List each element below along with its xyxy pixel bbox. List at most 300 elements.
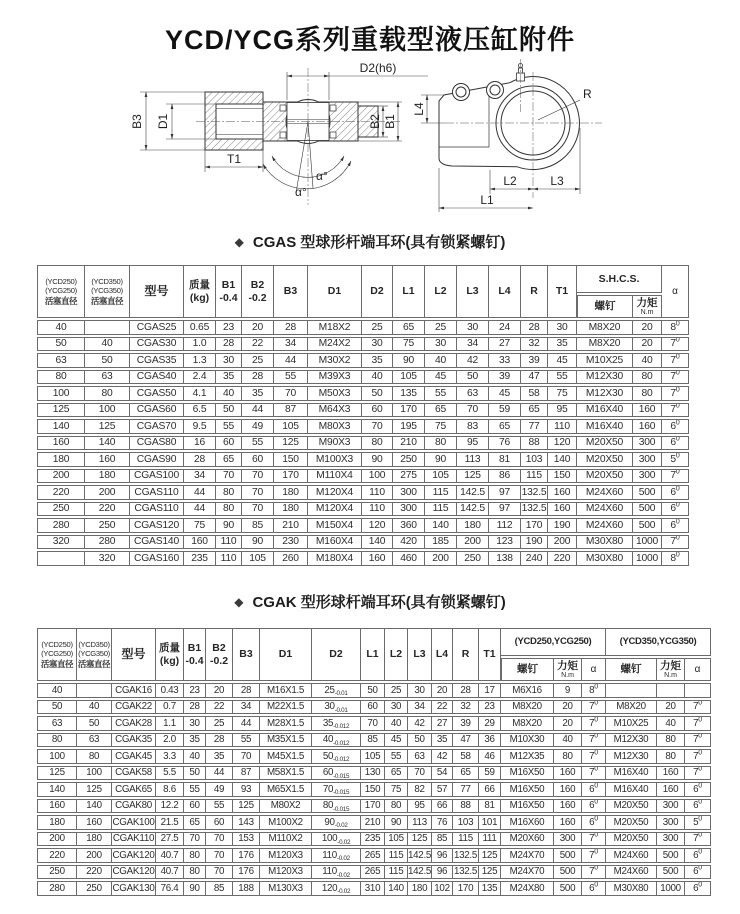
table-cell: 28 <box>184 700 206 715</box>
table-cell: 24 <box>489 320 521 335</box>
table-cell: 34 <box>457 337 489 352</box>
table-row <box>37 733 711 748</box>
table-row <box>37 403 689 418</box>
table-row <box>37 881 711 896</box>
table-cell: 30 <box>408 683 432 698</box>
table-row <box>37 782 711 797</box>
table-cell: 160 <box>633 403 662 418</box>
table-cell <box>85 320 130 335</box>
header-cell: 螺钉 <box>606 658 657 681</box>
table-cell: 75 <box>385 782 408 797</box>
table-cell: 105 <box>393 370 425 385</box>
table-cell: 0.43 <box>156 683 184 698</box>
table-cell: 188 <box>233 881 260 896</box>
table-row <box>37 502 689 517</box>
table-cell: 97 <box>489 485 521 500</box>
table-row <box>37 848 711 863</box>
table-cell: 170 <box>361 799 385 814</box>
table-cell: 123 <box>489 535 521 550</box>
header-cell: L4 <box>489 265 521 318</box>
section-heading-cgas <box>0 231 740 252</box>
table-cell: CGAK120 <box>112 849 155 861</box>
table-cell: 44 <box>184 485 216 500</box>
table-cell: 113 <box>457 452 489 467</box>
table-cell: 160 <box>77 815 112 830</box>
table-cell: 103 <box>521 452 548 467</box>
table-cell: 80 <box>37 733 77 748</box>
table-cell: 70 <box>206 865 233 880</box>
table-cell: 35 <box>184 733 206 748</box>
table-cell: 55 <box>216 419 242 434</box>
table-cell: 200 <box>77 848 112 863</box>
table-cell: 55 <box>184 782 206 797</box>
table-cell: 1000 <box>633 551 662 566</box>
table-cell: 40 <box>216 386 242 401</box>
table-cell: 100 <box>85 403 130 418</box>
table-cell: 132.5 <box>453 866 478 878</box>
table-cell: 220 <box>37 485 85 500</box>
table-cell: 135 <box>479 881 501 896</box>
table-cell: 176 <box>233 865 260 880</box>
table-cell: M24X60 <box>606 848 657 863</box>
table-cell: 220 <box>77 865 112 880</box>
table-cell: $6^0$ <box>685 782 711 797</box>
table-cell: 35 <box>432 733 453 748</box>
table-cell: 500 <box>633 502 662 517</box>
table-cell: 30 <box>548 320 577 335</box>
table-cell: 235 <box>184 551 216 566</box>
table-cell: 265 <box>361 865 385 880</box>
table-cell: 21.5 <box>156 815 184 830</box>
table-cell: 35 <box>548 337 577 352</box>
table-cell: 55 <box>206 799 233 814</box>
table-cell: 70 <box>274 386 308 401</box>
header-cell: 力矩 N.m <box>554 658 582 681</box>
table-cell: 28 <box>521 320 548 335</box>
table-cell: 81 <box>479 799 501 814</box>
table-cell: M24X80 <box>501 881 554 896</box>
header-cell: B3 <box>233 628 260 681</box>
table-cell: 180 <box>274 485 308 500</box>
table-cell: $7^0$ <box>582 766 606 781</box>
header-cell: R <box>521 265 548 318</box>
table-cell: M10X25 <box>577 353 633 368</box>
table-cell: CGAK58 <box>112 766 156 781</box>
table-cell: 180 <box>85 469 130 484</box>
table-cell: 28 <box>206 733 233 748</box>
table-cell: $6^0$ <box>685 865 711 880</box>
table-cell: CGAS160 <box>130 551 184 566</box>
table-row <box>37 716 711 731</box>
table-cell: 105 <box>361 749 385 764</box>
table-cell: 28 <box>184 452 216 467</box>
table-cell: 2.0 <box>156 733 184 748</box>
table-cell: $6^0$ <box>685 848 711 863</box>
table-cell: 200 <box>37 469 85 484</box>
table-cell: 115 <box>425 485 457 500</box>
table-cell: CGAK22 <box>112 700 156 715</box>
table-cell: 39 <box>489 370 521 385</box>
table-cell: 500 <box>554 865 582 880</box>
diamond-bullet-icon: ◆ <box>234 234 244 249</box>
table-cell: 30 <box>216 353 242 368</box>
table-cell: 200 <box>457 535 489 550</box>
table-cell: 9.5 <box>184 419 216 434</box>
table-cell: 300 <box>393 485 425 500</box>
table-cell: 142.5 <box>457 502 489 517</box>
table-cell: CGAS140 <box>130 535 184 550</box>
table-cell: $35_{-0.012}$ <box>312 716 361 731</box>
table-cell: 3.3 <box>156 749 184 764</box>
table-cell: 23 <box>184 683 206 698</box>
dim-label-l4: L4 <box>412 102 426 116</box>
table-cell: 132.5 <box>521 486 547 498</box>
table-cell: 49 <box>242 419 274 434</box>
table-cell: M16X50 <box>501 766 554 781</box>
table-row <box>37 386 689 401</box>
table-cell: 460 <box>393 551 425 566</box>
dim-label-d1: D1 <box>156 113 170 130</box>
table-cell: 300 <box>393 502 425 517</box>
table-cell: 28 <box>242 370 274 385</box>
header-cell: (YCD250) (YCG250) 活塞直径 <box>37 265 85 318</box>
table-cell: M160X4 <box>308 535 362 550</box>
table-cell: 75 <box>425 419 457 434</box>
table-cell: 80 <box>633 370 662 385</box>
table-cell: 22 <box>206 700 233 715</box>
table-cell: 160 <box>633 419 662 434</box>
table-cell: 20 <box>432 683 453 698</box>
table-cell: 125 <box>233 799 260 814</box>
table-cell: 102 <box>432 881 453 896</box>
table-cell: 50 <box>362 386 393 401</box>
table-cell: 0.65 <box>184 320 216 335</box>
table-cell: 170 <box>274 469 308 484</box>
table-cell: 180 <box>37 452 85 467</box>
table-cell: M18X2 <box>308 320 362 335</box>
table-cell: 300 <box>633 452 662 467</box>
table-cell: 70 <box>206 848 233 863</box>
table-cell: 65 <box>521 403 548 418</box>
table-cell: 70 <box>206 832 233 847</box>
table-cell: 86 <box>489 469 521 484</box>
table-cell: 103 <box>453 815 479 830</box>
table-cell: CGAS120 <box>130 518 184 533</box>
table-cell: 250 <box>457 551 489 566</box>
table-cell: 96 <box>432 865 453 880</box>
table-cell: 63 <box>77 733 112 748</box>
table-cell: $7^0$ <box>685 832 711 847</box>
table-cell: $25_{-0.01}$ <box>312 683 361 698</box>
table-cell: 97 <box>489 502 521 517</box>
table-cell: 82 <box>408 782 432 797</box>
table-cell: 300 <box>554 832 582 847</box>
table-cell: CGAK100 <box>112 816 155 828</box>
table-cell: 44 <box>206 766 233 781</box>
table-cell: 140 <box>548 452 577 467</box>
table-cell: 111 <box>479 832 501 847</box>
header-cell: α <box>582 658 606 681</box>
table-cell: 20 <box>206 683 233 698</box>
table-cell: 77 <box>453 782 479 797</box>
table-cell: 142.5 <box>408 849 432 861</box>
table-cell: 34 <box>408 700 432 715</box>
table-cell: 55 <box>233 733 260 748</box>
table-cell: 34 <box>184 469 216 484</box>
table-cell: 44 <box>242 403 274 418</box>
table-cell: 160 <box>554 815 582 830</box>
table-cell: 235 <box>361 832 385 847</box>
header-cell: D2 <box>362 265 393 318</box>
header-cell: α <box>662 265 689 318</box>
cgas-side-view-drawing <box>439 59 602 198</box>
table-cell: 170 <box>393 403 425 418</box>
table-cell: 40 <box>77 700 112 715</box>
table-cell: $6^0$ <box>582 799 606 814</box>
table-cell: 120 <box>362 518 393 533</box>
table-cell: CGAS30 <box>130 337 184 352</box>
table-cell: 45 <box>489 386 521 401</box>
table-cell: 42 <box>408 716 432 731</box>
table-cell: 120 <box>548 436 577 451</box>
table-cell: 60 <box>184 799 206 814</box>
table-cell: 112 <box>489 518 521 533</box>
table-cell: 44 <box>233 716 260 731</box>
dim-label-l1: L1 <box>480 193 494 207</box>
table-cell: M24X2 <box>308 337 362 352</box>
table-row <box>37 419 689 434</box>
table-cell: 80 <box>425 436 457 451</box>
header-cell: L2 <box>425 265 457 318</box>
table-cell <box>37 551 85 566</box>
table-cell: $7^0$ <box>685 716 711 731</box>
table-row <box>37 799 711 814</box>
table-cell: 76 <box>432 815 453 830</box>
header-row <box>37 628 711 656</box>
table-cell: 70 <box>242 485 274 500</box>
table-cell: 185 <box>425 535 457 550</box>
header-cell: R <box>453 628 479 681</box>
table-cell: 63 <box>85 370 130 385</box>
table-cell: 200 <box>85 485 130 500</box>
header-cell: (YCD350,YCG350) <box>606 628 711 656</box>
header-cell: L2 <box>385 628 408 681</box>
section-heading-cgak-text: CGAK 型形球杆端耳环(具有锁紧螺钉) <box>252 594 506 611</box>
table-cell: 40.7 <box>156 848 184 863</box>
table-cell: 60 <box>216 436 242 451</box>
table-cell: CGAK45 <box>112 749 156 764</box>
table-cell: $6^0$ <box>685 799 711 814</box>
table-cell: 80 <box>85 386 130 401</box>
table-cell: $5^0$ <box>685 815 711 830</box>
header-cell: L1 <box>361 628 385 681</box>
table-cell: M10X30 <box>501 733 554 748</box>
table-cell: 95 <box>548 403 577 418</box>
table-cell: M120X3 <box>260 848 312 863</box>
table-cell: 25 <box>362 320 393 335</box>
table-cell: $7^0$ <box>582 865 606 880</box>
table-cell: 160 <box>362 551 393 566</box>
table-cell: 40 <box>37 320 85 335</box>
table-cell: $6^0$ <box>582 881 606 896</box>
table-cell: $7^0$ <box>582 700 606 715</box>
table-cell: $40_{-0.012}$ <box>312 733 361 748</box>
table-cell: M58X1.5 <box>260 766 312 781</box>
table-cell: 70 <box>216 469 242 484</box>
table-row <box>37 683 711 698</box>
table-cell: 160 <box>37 436 85 451</box>
table-cell: 30 <box>184 716 206 731</box>
table-cell: 90 <box>216 518 242 533</box>
table-cell: 125 <box>37 766 77 781</box>
table-cell: 5.5 <box>156 766 184 781</box>
table-cell: $110_{-0.02}$ <box>312 865 361 880</box>
table-cell: 20 <box>242 320 274 335</box>
table-cell: M100X2 <box>260 815 312 830</box>
header-cell: D1 <box>260 628 312 681</box>
table-cell: 65 <box>489 419 521 434</box>
table-cell: 63 <box>37 353 85 368</box>
table-cell: 70 <box>242 502 274 517</box>
header-cell: B1 -0.4 <box>184 628 206 681</box>
header-cell: B2 -0.2 <box>206 628 233 681</box>
table-cell: 36 <box>479 733 501 748</box>
table-cell: M150X4 <box>308 518 362 533</box>
table-cell: M20X50 <box>577 452 633 467</box>
table-cell: CGAS80 <box>130 436 184 451</box>
table-cell: 500 <box>657 865 685 880</box>
table-cell: 85 <box>242 518 274 533</box>
table-cell: 125 <box>408 832 432 847</box>
table-cell: 1.3 <box>184 353 216 368</box>
section-heading-cgas-text: CGAS 型球形杆端耳环(具有锁紧螺钉) <box>252 234 506 251</box>
table-cell: 44 <box>184 502 216 517</box>
table-cell: 40 <box>385 716 408 731</box>
table-cell: 85 <box>361 733 385 748</box>
table-cell: 176 <box>233 848 260 863</box>
table-cell: M12X30 <box>577 370 633 385</box>
table-cell: 40 <box>362 370 393 385</box>
table-cell: 28 <box>216 337 242 352</box>
table-cell: 140 <box>425 518 457 533</box>
table-cell: 50 <box>37 337 85 352</box>
table-cell: 125 <box>457 469 489 484</box>
table-cell: 140 <box>85 436 130 451</box>
table-cell: 77 <box>521 419 548 434</box>
table-cell: 500 <box>554 848 582 863</box>
table-cell: 30 <box>362 337 393 352</box>
table-cell: 113 <box>408 815 432 830</box>
table-cell: 58 <box>453 749 479 764</box>
table-cell: M12X30 <box>606 733 657 748</box>
dim-label-alpha-inner: α° <box>316 169 328 183</box>
header-cell: D2 <box>312 628 361 681</box>
header-cell: 螺钉 <box>501 658 554 681</box>
diamond-bullet-icon: ◆ <box>234 594 244 609</box>
header-cell: S.H.C.S. <box>577 265 662 293</box>
table-cell: 25 <box>206 716 233 731</box>
table-cell: 40 <box>633 353 662 368</box>
table-cell: 110 <box>362 502 393 517</box>
table-cell: CGAS110 <box>130 485 184 500</box>
table-cell: 160 <box>554 782 582 797</box>
table-cell: $7^0$ <box>582 749 606 764</box>
table-cell: 138 <box>489 551 521 566</box>
table-cell: M80X2 <box>260 799 312 814</box>
table-cell: 17 <box>479 683 501 698</box>
table-cell: 2.4 <box>184 370 216 385</box>
table-cell: 50 <box>457 370 489 385</box>
table-row <box>37 535 689 550</box>
header-cell: B3 <box>274 265 308 318</box>
table-cell: 300 <box>657 832 685 847</box>
table-cell: 30 <box>385 700 408 715</box>
header-cell: (YCD250,YCG250) <box>501 628 606 656</box>
table-cell: 160 <box>554 766 582 781</box>
table-cell: 150 <box>548 469 577 484</box>
table-cell: CGAS40 <box>130 370 184 385</box>
table-cell: M24X70 <box>501 848 554 863</box>
table-cell: 80 <box>657 733 685 748</box>
table-cell: M65X1.5 <box>260 782 312 797</box>
table-cell: M30X80 <box>577 535 633 550</box>
table-cell: 55 <box>385 749 408 764</box>
table-cell: 55 <box>548 370 577 385</box>
table-cell: $6^0$ <box>662 419 689 434</box>
table-cell: 100 <box>362 469 393 484</box>
table-cell: 65 <box>453 766 479 781</box>
table-cell: 42 <box>457 353 489 368</box>
table-cell: 88 <box>521 436 548 451</box>
table-cell: 170 <box>453 881 479 896</box>
table-cell: M12X30 <box>577 386 633 401</box>
table-cell: 70 <box>184 832 206 847</box>
table-cell: 500 <box>554 881 582 896</box>
table-cell: M22X1.5 <box>260 700 312 715</box>
table-cell: $7^0$ <box>685 749 711 764</box>
table-cell: 75 <box>393 337 425 352</box>
table-cell: 125 <box>274 436 308 451</box>
table-cell: 110 <box>548 419 577 434</box>
table-cell <box>685 683 711 698</box>
table-cell: M90X3 <box>308 436 362 451</box>
table-cell: 320 <box>37 535 85 550</box>
table-cell: 200 <box>37 832 77 847</box>
table-cell: CGAS35 <box>130 353 184 368</box>
table-cell: 70 <box>408 766 432 781</box>
table-cell: 8.6 <box>156 782 184 797</box>
table-cell <box>77 683 112 698</box>
table-row <box>37 749 711 764</box>
table-cell: 110 <box>362 485 393 500</box>
table-cell: 93 <box>233 782 260 797</box>
table-cell: 300 <box>633 469 662 484</box>
table-cell: 27 <box>489 337 521 352</box>
table-cell: 80 <box>37 370 85 385</box>
header-cell: B1 -0.4 <box>216 265 242 318</box>
table-cell: $6^0$ <box>662 485 689 500</box>
table-cell: 180 <box>274 502 308 517</box>
table-cell: 1000 <box>657 881 685 896</box>
header-row <box>37 265 689 293</box>
table-cell: 70 <box>457 403 489 418</box>
table-cell: M24X60 <box>577 502 633 517</box>
table-cell: M10X25 <box>606 716 657 731</box>
table-cell: 55 <box>242 436 274 451</box>
table-cell: 190 <box>548 518 577 533</box>
table-cell: 70 <box>362 419 393 434</box>
table-cell: 90 <box>362 452 393 467</box>
